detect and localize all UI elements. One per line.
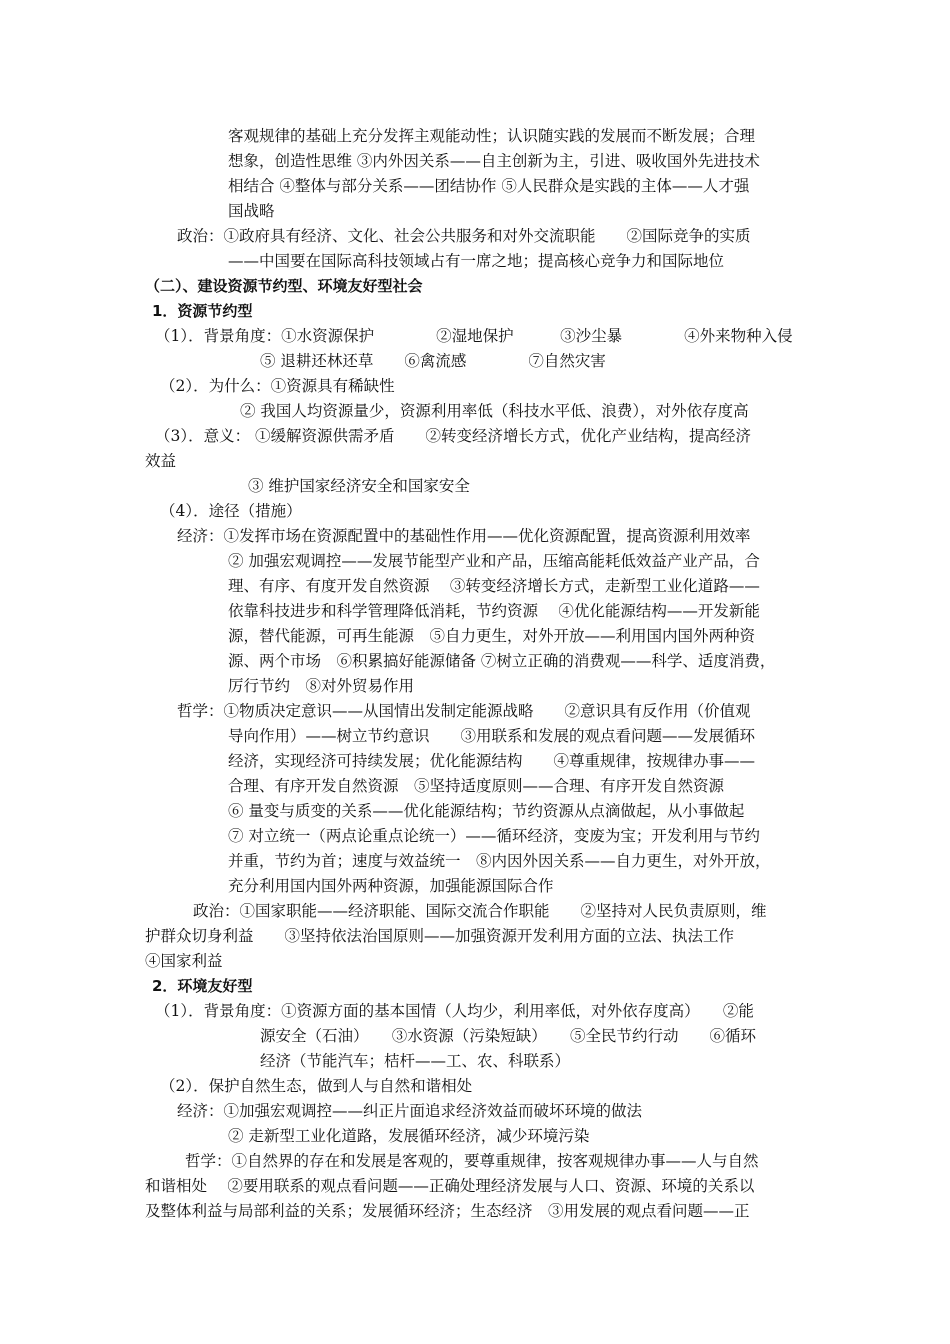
text-line: 并重，节约为首；速度与效益统一 ⑧内因外因关系——自力更生，对外开放， — [228, 852, 771, 870]
text-line: 想象，创造性思维 ③内外因关系——自主创新为主，引进、吸收国外先进技术 — [228, 152, 760, 170]
text-line: （1）．背景角度：①资源方面的基本国情（人均少，利用率低，对外依存度高） ②能 — [155, 1002, 754, 1020]
text-line: 相结合 ④整体与部分关系——团结协作 ⑤人民群众是实践的主体——人才强 — [228, 177, 750, 195]
text-line: （2）．保护自然生态，做到人与自然和谐相处 — [160, 1077, 473, 1095]
text-line: （2）．为什么：①资源具有稀缺性 — [160, 377, 395, 395]
text-line: 国战略 — [228, 202, 275, 220]
text-line: 经济：①加强宏观调控——纠正片面追求经济效益而破坏环境的做法 — [177, 1102, 643, 1120]
text-line: 和谐相处 ②要用联系的观点看问题——正确处理经济发展与人口、资源、环境的关系以 — [145, 1177, 755, 1195]
text-line: 政治：①政府具有经济、文化、社会公共服务和对外交流职能 ②国际竞争的实质 — [177, 227, 751, 245]
subsection-heading: 1．资源节约型 — [152, 302, 253, 320]
text-line: ② 我国人均资源量少，资源利用率低（科技水平低、浪费），对外依存度高 — [240, 402, 749, 420]
text-line: ② 加强宏观调控——发展节能型产业和产品，压缩高能耗低效益产业产品，合 — [228, 552, 760, 570]
text-line: ⑦ 对立统一（两点论重点论统一）——循环经济，变废为宝；开发利用与节约 — [228, 827, 760, 845]
text-line: 及整体利益与局部利益的关系；发展循环经济；生态经济 ③用发展的观点看问题——正 — [145, 1202, 750, 1220]
text-line: ⑥ 量变与质变的关系——优化能源结构；节约资源从点滴做起，从小事做起 — [228, 802, 745, 820]
text-line: 厉行节约 ⑧对外贸易作用 — [228, 677, 415, 695]
text-line: 导向作用）——树立节约意识 ③用联系和发展的观点看问题——发展循环 — [228, 727, 756, 745]
text-line: 合理、有序开发自然资源 ⑤坚持适度原则——合理、有序开发自然资源 — [228, 777, 725, 795]
text-line: 客观规律的基础上充分发挥主观能动性；认识随实践的发展而不断发展；合理 — [228, 127, 756, 145]
text-line: ③ 维护国家经济安全和国家安全 — [248, 477, 470, 495]
text-line: ② 走新型工业化道路，发展循环经济，减少环境污染 — [228, 1127, 590, 1145]
text-line: 哲学：①物质决定意识——从国情出发制定能源战略 ②意识具有反作用（价值观 — [177, 702, 751, 720]
text-line: 政治：①国家职能——经济职能、国际交流合作职能 ②坚持对人民负责原则，维 — [193, 902, 767, 920]
subsection-heading: 2．环境友好型 — [152, 977, 253, 995]
text-line: （4）．途径（措施） — [160, 502, 302, 520]
text-line: 哲学：①自然界的存在和发展是客观的，要尊重规律，按客观规律办事——人与自然 — [185, 1152, 759, 1170]
text-line: 效益 — [145, 452, 177, 470]
section-heading: （二）、建设资源节约型、环境友好型社会 — [145, 277, 423, 295]
text-line: 源安全（石油） ③水资源（污染短缺） ⑤全民节约行动 ⑥循环 — [260, 1027, 757, 1045]
text-line: 经济：①发挥市场在资源配置中的基础性作用——优化资源配置，提高资源利用效率 — [177, 527, 751, 545]
text-line: 充分利用国内国外两种资源，加强能源国际合作 — [228, 877, 554, 895]
text-line: 护群众切身利益 ③坚持依法治国原则——加强资源开发利用方面的立法、执法工作 — [145, 927, 735, 945]
text-line: ⑤ 退耕还林还草 ⑥禽流感 ⑦自然灾害 — [260, 352, 606, 370]
text-line: （3）．意义： ①缓解资源供需矛盾 ②转变经济增长方式，优化产业结构，提高经济 — [155, 427, 752, 445]
text-line: 源、两个市场 ⑥积累搞好能源储备 ⑦树立正确的消费观——科学、适度消费， — [228, 652, 776, 670]
text-line: 理、有序、有度开发自然资源 ③转变经济增长方式，走新型工业化道路—— — [228, 577, 760, 595]
text-line: 依靠科技进步和科学管理降低消耗，节约资源 ④优化能源结构——开发新能 — [228, 602, 760, 620]
text-line: （1）．背景角度：①水资源保护 ②湿地保护 ③沙尘暴 ④外来物种入侵 — [155, 327, 793, 345]
text-line: 源，替代能源，可再生能源 ⑤自力更生，对外开放——利用国内国外两种资 — [228, 627, 756, 645]
text-line: ——中国要在国际高科技领域占有一席之地；提高核心竞争力和国际地位 — [228, 252, 725, 270]
text-line: 经济，实现经济可持续发展；优化能源结构 ④尊重规律，按规律办事—— — [228, 752, 756, 770]
text-line: 经济（节能汽车；桔杆——工、农、科联系） — [260, 1052, 571, 1070]
text-line: ④国家利益 — [145, 952, 223, 970]
